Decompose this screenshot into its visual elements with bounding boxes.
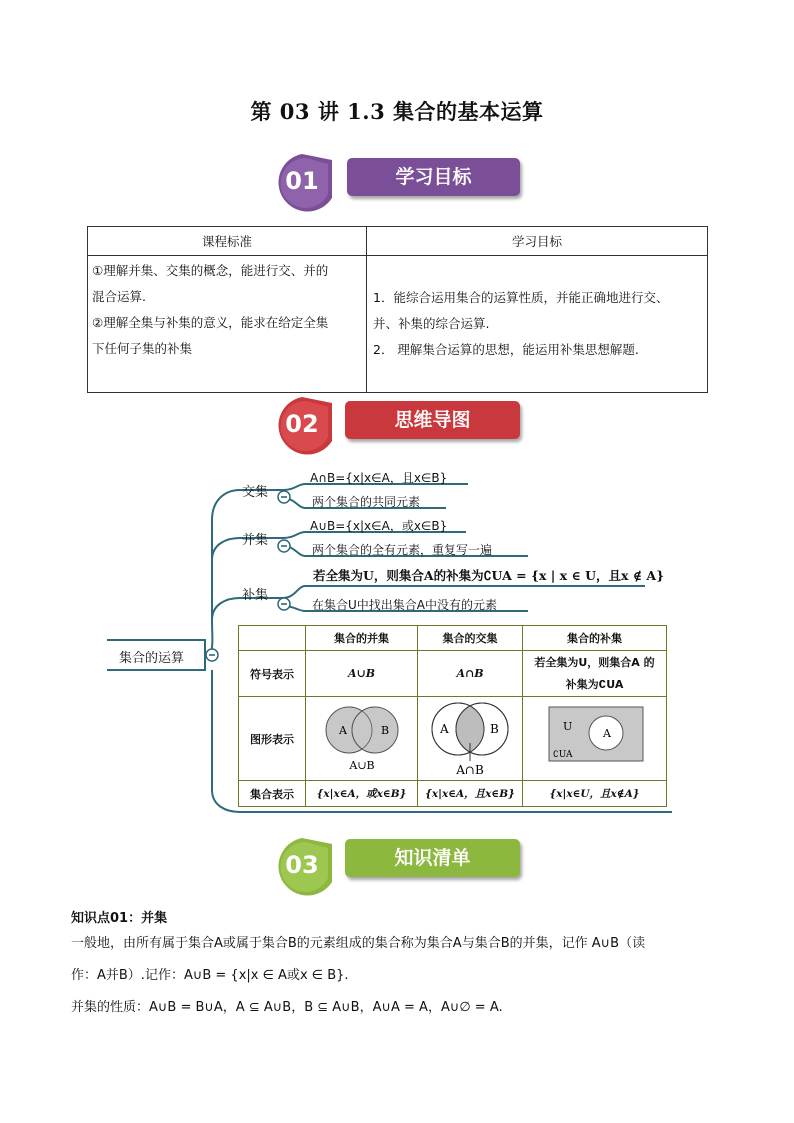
section-label: 学习目标 [347,158,520,196]
venn-label-a: A [338,724,347,737]
ops-header-complement: 集合的补集 [523,626,667,651]
knowledge-point-title: 知识点01：并集 [71,911,168,926]
venn-label-u: U [562,720,572,733]
venn-union-diagram [307,697,417,777]
ops-symbol-union: A∪B [306,651,418,697]
intersection-note: 两个集合的共同元素 [312,495,421,509]
objective-line: 并、补集的综合运算. [373,316,490,331]
venn-complement-caption: ∁UA [552,750,573,760]
venn-label-b: B [380,724,389,737]
union-note: 两个集合的全有元素，重复写一遍 [312,543,493,557]
venn-complement-diagram [525,697,665,777]
page-title: 第 03 讲 1.3 集合的基本运算 [250,99,544,124]
ops-symbol-complement-line: 若全集为U，则集合A 的 [534,655,655,669]
venn-intersection-caption: A∩B [456,763,484,777]
ops-set-union: {x|x∈A，或x∈B} [306,781,418,807]
ops-row-label-symbol: 符号表示 [239,651,306,697]
ops-header-intersection: 集合的交集 [418,626,523,651]
venn-intersection-diagram [418,697,522,777]
ops-corner [239,626,306,651]
objective-line: 混合运算. [92,289,146,304]
objective-line: 下任何子集的补集 [92,341,193,356]
union-definition: A∪B={x|x∈A，或x∈B} [310,519,448,533]
objective-line: 2． 理解集合运算的思想，能运用补集思想解题. [373,342,639,357]
section-badge-02 [270,395,530,457]
ops-row-label-set: 集合表示 [239,781,306,807]
knowledge-line: 作：A并B）.记作：A∪B = {x|x ∈ A或x ∈ B}. [71,968,349,983]
ops-row-label-figure: 图形表示 [239,697,306,781]
objectives-left-cell [88,256,367,393]
objectives-table [87,226,708,393]
section-badge-03 [270,836,530,898]
ops-symbol-complement [523,651,667,697]
complement-definition: 若全集为U，则集合A的补集为∁UA = {x | x ∈ U，且x ∉ A} [313,568,665,583]
objective-line: ②理解全集与补集的意义，能求在给定全集 [92,315,329,330]
objectives-right-cell [367,256,708,393]
section-label: 思维导图 [345,401,520,439]
mindmap-branch-union: 并集 [242,533,269,548]
objectives-header-left: 课程标准 [88,227,367,256]
ops-set-complement: {x|x∈U，且x∉A} [523,781,667,807]
section-number: 01 [285,167,319,195]
venn-union-caption: A∪B [348,759,375,772]
venn-label-a: A [602,727,611,740]
ops-symbol-intersection: A∩B [418,651,523,697]
section-number: 02 [285,410,319,438]
ops-header-union: 集合的并集 [306,626,418,651]
knowledge-line: 并集的性质：A∪B = B∪A，A ⊆ A∪B，B ⊆ A∪B，A∪A = A，A∪∅ = A. [71,1000,503,1015]
venn-label-a: A [440,722,449,736]
intersection-definition: A∩B={x|x∈A，且x∈B} [310,471,448,485]
mindmap-branch-complement: 补集 [242,588,269,603]
ops-symbol-complement-line: 补集为∁UA [565,677,624,691]
mindmap-branch-intersection: 交集 [242,485,269,500]
objectives-header-right: 学习目标 [367,227,708,256]
objective-line: ①理解并集、交集的概念，能进行交、并的 [92,263,329,278]
mindmap-root: 集合的运算 [119,651,185,666]
objective-line: 1．能综合运用集合的运算性质，并能正确地进行交、 [373,290,669,305]
ops-set-intersection: {x|x∈A，且x∈B} [418,781,523,807]
venn-complement [523,697,667,781]
complement-note: 在集合U中找出集合A中没有的元素 [312,598,497,612]
set-operations-table [238,625,667,807]
venn-label-b: B [490,722,499,736]
venn-union [306,697,418,781]
section-number: 03 [285,851,319,879]
knowledge-line: 一般地，由所有属于集合A或属于集合B的元素组成的集合称为集合A与集合B的并集，记作 A∪B（读 [71,936,646,951]
knowledge-paragraph [71,928,721,1024]
section-label: 知识清单 [345,839,520,877]
section-badge-01 [270,152,530,214]
venn-intersection [418,697,523,781]
